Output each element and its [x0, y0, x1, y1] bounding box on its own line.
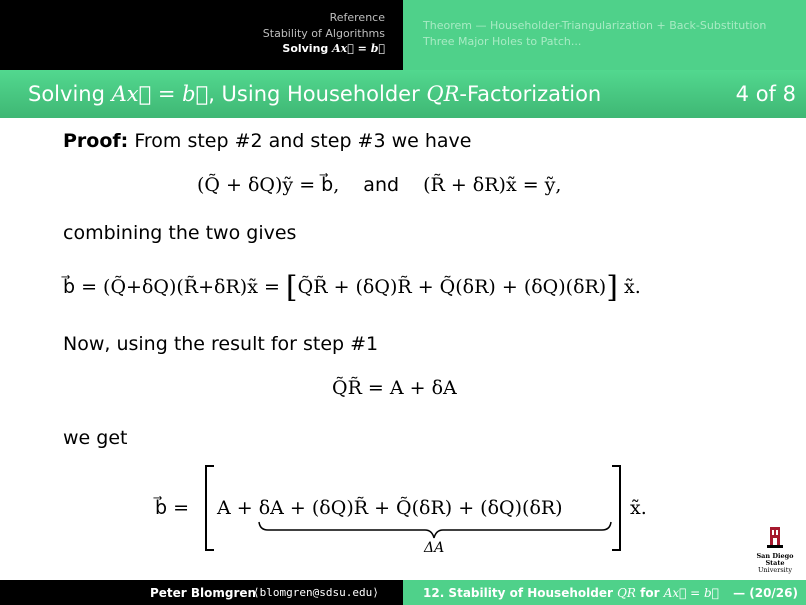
nav-item-solving-math: Ax⃗ = b⃗	[332, 42, 385, 55]
equation-4-a: A +	[217, 497, 253, 519]
text-combining: combining the two gives	[63, 222, 297, 244]
nav-item-stability[interactable]: Stability of Algorithms	[262, 26, 385, 40]
footer-author: Peter Blomgren	[150, 586, 257, 600]
equation-2-bracket: Q̃R̃ + (δQ)R̃ + Q̃(δR) + (δQ)(δR)	[297, 276, 607, 298]
equation-1-right: (R̃ + δR)x̃ = ỹ,	[423, 174, 562, 196]
nav-item-holes[interactable]: Three Major Holes to Patch...	[423, 34, 582, 48]
slide-title-bar	[0, 70, 806, 118]
equation-3: Q̃R̃ = A + δA	[332, 377, 457, 399]
footer-section-math: Ax⃗ = b⃗	[663, 586, 719, 600]
footer-bar	[0, 580, 806, 605]
bracket-left: [	[285, 270, 298, 305]
title-suffix: -Factorization	[459, 82, 602, 106]
title-middle: , Using Householder	[208, 82, 427, 106]
equation-4-tail: x̃.	[630, 497, 647, 519]
big-bracket-right	[612, 466, 620, 550]
underbrace-label: ΔA	[424, 540, 445, 556]
logo-text-2: University	[757, 566, 793, 574]
nav-left-list	[263, 10, 385, 57]
nav-item-reference[interactable]: Reference	[329, 11, 385, 24]
nav-item-theorem[interactable]: Theorem — Householder-Triangularization + Back-Substitution	[423, 19, 767, 32]
logo-text-1: San Diego State	[756, 552, 794, 567]
equation-1-left: (Q̃ + δQ)ỹ = b⃗,	[197, 174, 340, 196]
equation-4-brace-content: δA + (δQ)R̃ + Q̃(δR) + (δQ)(δR)	[258, 497, 563, 519]
bracket-right: ]	[606, 270, 618, 305]
equation-2-left: b⃗ = (Q̃+δQ)(R̃+δR)x̃ =	[63, 276, 280, 298]
proof-line-1	[63, 130, 472, 152]
proof-label: Proof:	[63, 130, 129, 152]
equation-4-body	[217, 497, 563, 519]
title-qr: QR	[426, 82, 460, 106]
title-math: Ax⃗ = b⃗	[111, 82, 209, 106]
nav-right-list	[423, 18, 766, 49]
slide-title	[28, 82, 601, 106]
equation-2-tail: x̃.	[624, 276, 641, 298]
top-navigation-bar	[0, 0, 806, 70]
slide-page-indicator: 4 of 8	[735, 82, 796, 106]
footer-slide-number: — (20/26)	[733, 586, 798, 600]
text-we-get: we get	[63, 427, 128, 449]
footer-email: ⟨blomgren@sdsu.edu⟩	[253, 586, 379, 599]
footer-section-qr: QR	[617, 586, 636, 600]
underbrace	[259, 522, 611, 538]
footer-section-prefix: 12. Stability of Householder	[423, 586, 618, 600]
equation-2	[63, 270, 641, 305]
equation-1-and: and	[363, 174, 400, 196]
nav-right-panel	[403, 0, 806, 70]
equation-4-left: b⃗ =	[155, 497, 190, 519]
text-now-using: Now, using the result for step #1	[63, 333, 379, 355]
nav-item-solving[interactable]	[263, 41, 385, 57]
sdsu-logo	[748, 525, 802, 574]
nav-item-solving-label: Solving	[282, 42, 333, 55]
proof-text-1: From step #2 and step #3 we have	[134, 130, 472, 152]
title-prefix: Solving	[28, 82, 112, 106]
nav-left-panel	[0, 0, 403, 70]
footer-left	[0, 580, 403, 605]
equation-1	[197, 174, 561, 196]
footer-section	[423, 586, 719, 600]
sdsu-tower-icon	[765, 525, 785, 549]
footer-section-mid: for	[635, 586, 664, 600]
big-bracket-left	[206, 466, 214, 550]
footer-right	[403, 580, 806, 605]
